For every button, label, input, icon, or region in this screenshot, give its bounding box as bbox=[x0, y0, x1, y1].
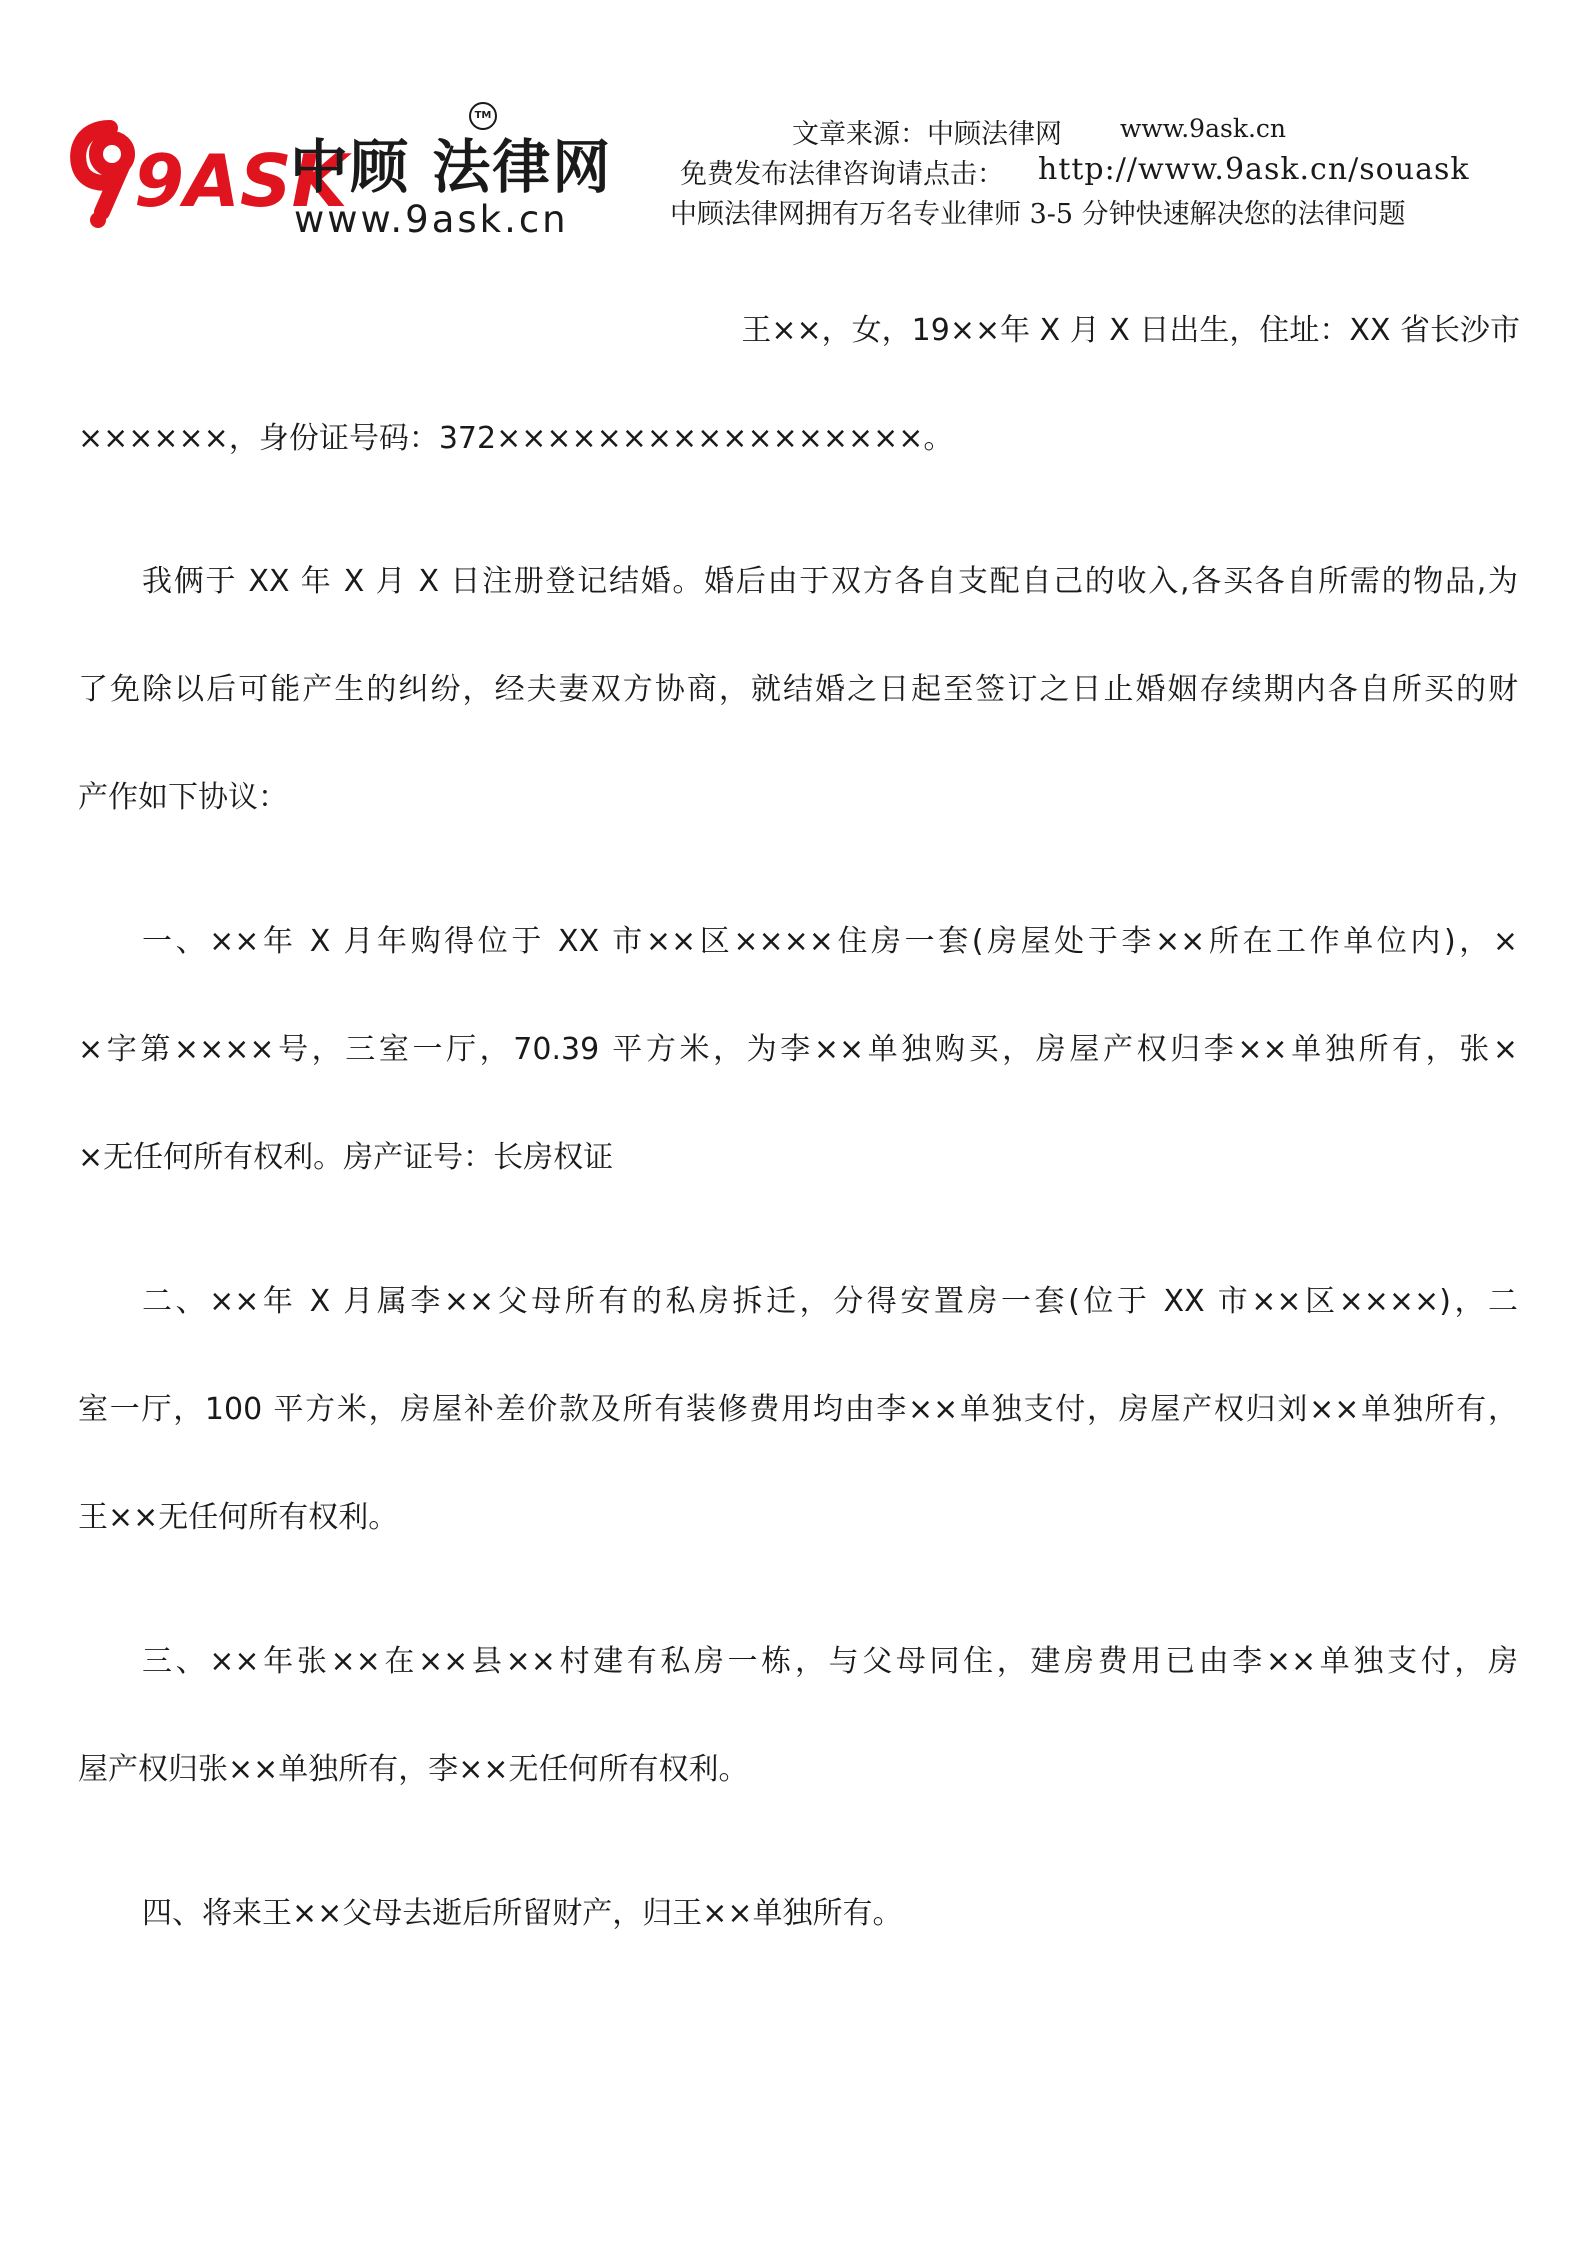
consult-url-link[interactable]: http://www.9ask.cn/souask bbox=[1038, 152, 1470, 187]
trademark-badge: TM bbox=[469, 102, 497, 130]
clause-2-line-3: 王××无任何所有权利。 bbox=[78, 1500, 399, 1535]
source-label: 文章来源：中顾法律网 bbox=[792, 119, 1062, 150]
source-info bbox=[660, 108, 1520, 238]
intro-line-2: 了免除以后可能产生的纠纷，经夫妻双方协商，就结婚之日起至签订之日止婚姻存续期内各自所买的财 bbox=[78, 672, 1518, 707]
site-tagline: 中顾法律网拥有万名专业律师 3-5 分钟快速解决您的法律问题 bbox=[670, 199, 1406, 230]
clause-1-line-1: 一、××年 X 月年购得位于 XX 市××区××××住房一套(房屋处于李××所在工作单位内)，× bbox=[142, 924, 1518, 959]
logo-brand-name: 中顾 法律网 bbox=[290, 133, 613, 201]
consult-label: 免费发布法律咨询请点击： bbox=[680, 159, 1004, 190]
clause-1-line-2: ×字第××××号，三室一厅，70.39 平方米，为李××单独购买，房屋产权归李××单独所有，张× bbox=[78, 1032, 1518, 1067]
logo-mark-text: 9ASK bbox=[134, 139, 348, 223]
clause-3-line-2: 屋产权归张××单独所有，李××无任何所有权利。 bbox=[78, 1752, 749, 1787]
site-logo[interactable] bbox=[72, 98, 612, 248]
source-url-link[interactable]: www.9ask.cn bbox=[1120, 114, 1287, 143]
clause-4-line-1: 四、将来王××父母去逝后所留财产，归王××单独所有。 bbox=[142, 1896, 903, 1931]
intro-line-3: 产作如下协议： bbox=[78, 780, 288, 815]
clause-1-line-3: ×无任何所有权利。房产证号：长房权证 bbox=[78, 1140, 614, 1175]
clause-2-line-1: 二、××年 X 月属李××父母所有的私房拆迁，分得安置房一套(位于 XX 市××区××××)，二 bbox=[142, 1284, 1518, 1319]
logo-9ask-mark bbox=[72, 120, 348, 230]
intro-line-1: 我俩于 XX 年 X 月 X 日注册登记结婚。婚后由于双方各自支配自己的收入,各买各自所需的物品,为 bbox=[142, 564, 1518, 599]
party-line-1: 王××，女，19××年 X 月 X 日出生，住址：XX 省长沙市 bbox=[741, 313, 1520, 348]
clause-3-line-1: 三、××年张××在××县××村建有私房一栋，与父母同住，建房费用已由李××单独支付，房 bbox=[142, 1644, 1518, 1679]
logo-url: www.9ask.cn bbox=[294, 198, 569, 241]
clause-2-line-2: 室一厅，100 平方米，房屋补差价款及所有装修费用均由李××单独支付，房屋产权归刘××单独所有， bbox=[78, 1392, 1518, 1427]
party-line-2: ××××××，身份证号码：372×××××××××××××××××。 bbox=[78, 421, 954, 456]
